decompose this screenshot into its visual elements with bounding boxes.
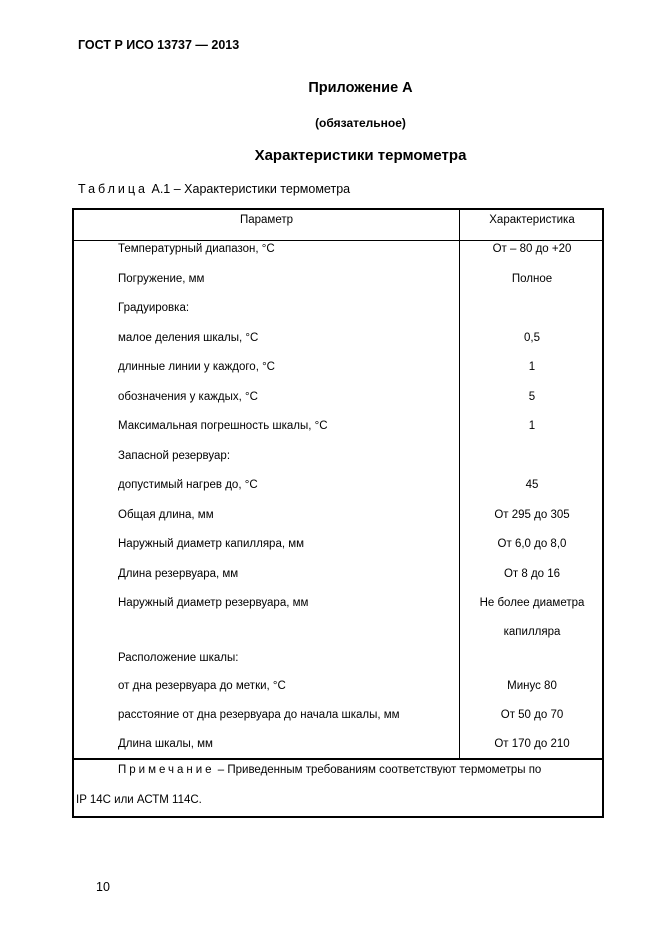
table-row — [74, 680, 602, 710]
table-caption — [78, 182, 350, 196]
table-row — [74, 361, 602, 391]
table-row — [74, 450, 602, 480]
table-row — [74, 709, 602, 739]
param-cell: Максимальная погрешность шкалы, °С — [118, 420, 328, 432]
table-caption-prefix: Таблица — [78, 182, 149, 196]
table-row — [74, 597, 602, 627]
table-row — [74, 652, 602, 682]
value-cell: От 6,0 до 8,0 — [497, 538, 567, 550]
table-row — [74, 479, 602, 509]
table-row — [74, 391, 602, 421]
value-cell: Полное — [511, 272, 553, 285]
appendix-heading: Характеристики термометра — [254, 147, 467, 164]
note-text-line1: – Приведенным требованиям соответствуют термометры по — [214, 764, 542, 776]
table-row — [74, 302, 602, 332]
param-cell: Общая длина, мм — [118, 508, 214, 521]
table-row — [74, 568, 602, 598]
param-cell: Наружный диаметр капилляра, мм — [118, 538, 305, 550]
value-cell: Не более диаметра — [479, 597, 585, 609]
page-number: 10 — [96, 880, 110, 894]
document-header: ГОСТ Р ИСО 13737 — 2013 — [78, 38, 240, 52]
param-cell: Длина резервуара, мм — [118, 567, 239, 580]
param-cell: Наружный диаметр резервуара, мм — [118, 597, 309, 609]
value-cell: От 8 до 16 — [503, 567, 561, 580]
value-cell: Минус 80 — [507, 680, 557, 692]
param-cell: допустимый нагрев до, °С — [118, 479, 258, 491]
param-cell: Расположение шкалы: — [118, 652, 239, 664]
param-cell: малое деления шкалы, °С — [118, 331, 259, 344]
value-cell: 0,5 — [524, 331, 540, 344]
table-note — [118, 764, 541, 776]
table-row — [74, 420, 602, 450]
table-row — [74, 273, 602, 303]
param-cell: Температурный диапазон, °С — [118, 243, 275, 255]
appendix-title: Приложение А — [308, 80, 413, 96]
value-cell: капилляра — [503, 626, 561, 638]
param-cell: Запасной резервуар: — [118, 449, 231, 462]
value-cell: От 170 до 210 — [494, 738, 570, 750]
table-row — [74, 538, 602, 568]
table-caption-text: А.1 – Характеристики термометра — [148, 182, 351, 196]
value-cell: 1 — [528, 420, 536, 432]
param-cell: длинные линии у каждого, °С — [118, 361, 275, 373]
param-cell: от дна резервуара до метки, °С — [118, 680, 286, 692]
param-cell: расстояние от дна резервуара до начала шкалы, мм — [118, 709, 400, 721]
table-row — [74, 509, 602, 539]
param-cell: Градуировка: — [118, 302, 190, 314]
param-cell: обозначения у каждых, °С — [118, 390, 258, 403]
header-divider — [74, 240, 602, 241]
column-header-characteristic: Характеристика — [489, 214, 575, 226]
characteristics-table — [72, 208, 604, 818]
note-text-line2: IP 14С или АСТМ 114С. — [76, 794, 202, 806]
value-cell: От 50 до 70 — [500, 709, 564, 721]
value-cell: От – 80 до +20 — [492, 243, 572, 255]
note-label: Примечание — [118, 764, 215, 776]
param-cell: Длина шкалы, мм — [118, 738, 213, 750]
value-cell: 5 — [528, 390, 536, 403]
table-row — [74, 243, 602, 273]
column-header-parameter: Параметр — [239, 214, 294, 226]
value-cell: От 295 до 305 — [494, 508, 570, 521]
param-cell: Погружение, мм — [118, 272, 205, 285]
value-cell: 45 — [525, 479, 539, 491]
appendix-status: (обязательное) — [315, 116, 406, 130]
table-row — [74, 332, 602, 362]
value-cell: 1 — [528, 361, 536, 373]
